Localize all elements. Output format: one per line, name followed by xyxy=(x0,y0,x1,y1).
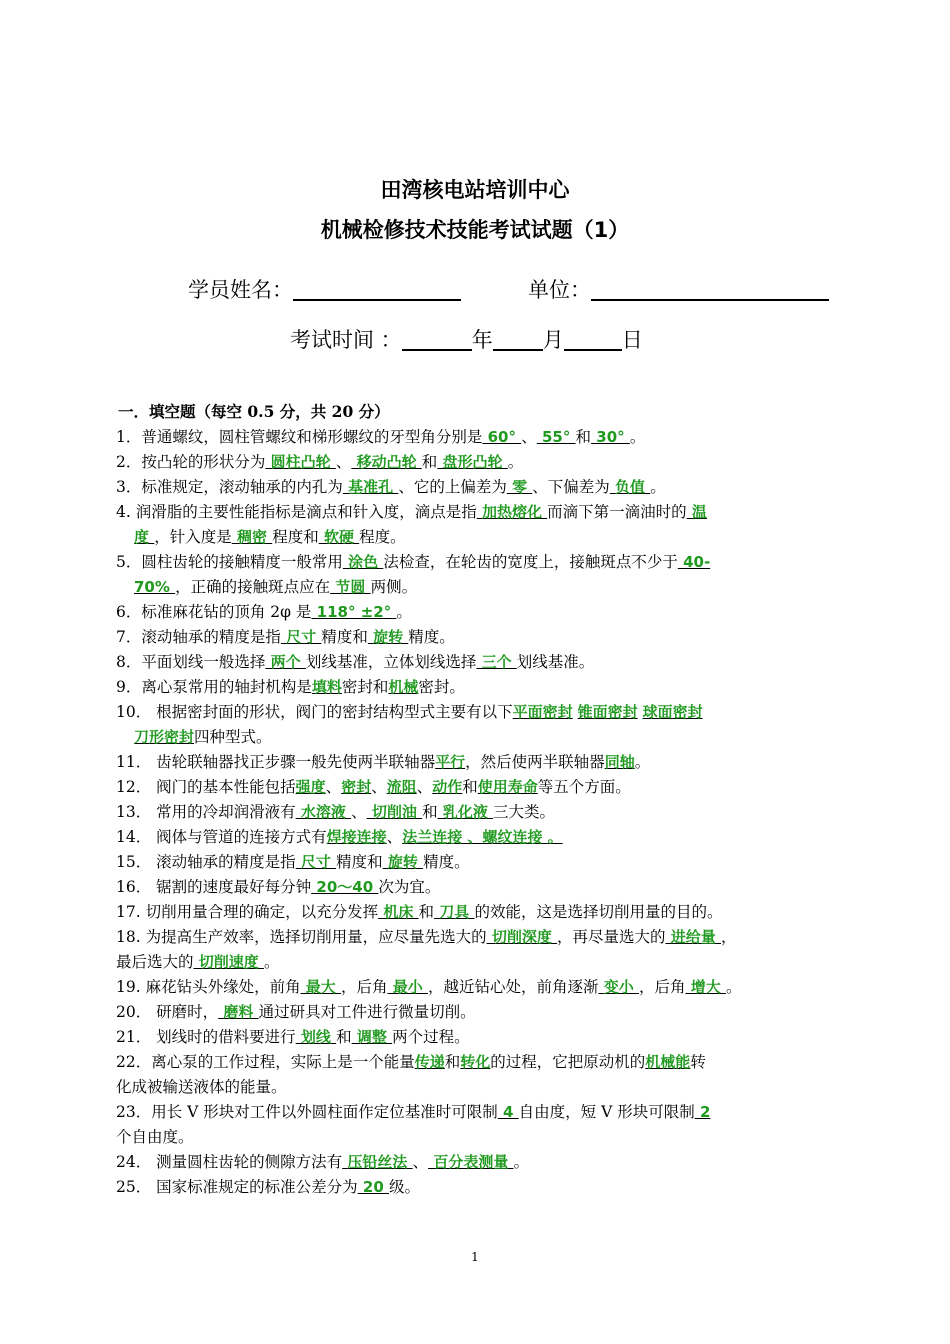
answer: 刀形密封 xyxy=(134,728,195,746)
answer: 增大 xyxy=(685,978,726,996)
answer: 切削深度 xyxy=(486,928,558,946)
answer: 基准孔 xyxy=(342,478,399,496)
answer: 水溶液 xyxy=(295,803,352,821)
answer: 动作 xyxy=(432,778,463,796)
unit-blank[interactable] xyxy=(591,277,829,301)
question-24: 24． 测量圆柱齿轮的侧隙方法有 压铅丝法 、 百分表测量 。 xyxy=(116,1153,530,1171)
question-4: 4. 润滑脂的主要性能指标是滴点和针入度，滴点是指 加热熔化 而滴下第一滴油时的 温 度 ，针入度是 稠密 程度和 软硬 程度。 xyxy=(116,503,707,546)
answer: 70% xyxy=(134,578,176,596)
student-name-label: 学员姓名： xyxy=(188,278,293,302)
answer: 圆柱凸轮 xyxy=(265,453,336,471)
question-23: 23．用长 V 形块对工件以外圆柱面作定位基准时可限制 4 自由度，短 V 形块可限制 2 个自由度。 xyxy=(116,1103,711,1146)
exam-date-label: 考试时间 ： xyxy=(290,328,402,352)
day-blank[interactable] xyxy=(564,327,622,351)
answer: 温 xyxy=(686,503,707,521)
question-12: 12． 阀门的基本性能包括强度、密封、流阻、动作和使用寿命等五个方面。 xyxy=(116,778,631,796)
answer: 旋转 xyxy=(367,628,409,646)
student-name-blank[interactable] xyxy=(293,277,461,301)
answer: 两个 xyxy=(265,653,306,671)
year-label: 年 xyxy=(471,328,493,352)
answer: 转化 xyxy=(460,1053,491,1071)
question-18: 18. 为提高生产效率，选择切削用量，应尽量先选大的 切削深度 ，再尽量选大的 进给量 ， 最后选大的 切削速度 。 xyxy=(116,928,737,971)
question-10: 10． 根据密封面的形状，阀门的密封结构型式主要有以下平面密封 锥面密封 球面密封 刀形密封四种型式。 xyxy=(116,703,703,746)
answer: 加热熔化 xyxy=(476,503,548,521)
page-number: 1 xyxy=(471,1250,479,1264)
answer: 三个 xyxy=(476,653,517,671)
answer: 55° xyxy=(536,428,576,446)
question-17: 17. 切削用量合理的确定，以充分发挥 机床 和 刀具 的效能，这是选择切削用量的目的。 xyxy=(116,903,723,921)
answer: 密封 xyxy=(341,778,372,796)
question-14: 14． 阀体与管道的连接方式有焊接连接、法兰连接 、螺纹连接 。 xyxy=(116,828,563,846)
answer: 60° xyxy=(482,428,522,446)
question-19: 19. 麻花钻头外缘处，前角 最大 ，后角 最小 ，越近钻心处，前角逐渐 变小 ，后角 增大 。 xyxy=(116,978,742,996)
answer: 刀具 xyxy=(434,903,475,921)
answer: 30° xyxy=(591,428,630,446)
question-20: 20． 研磨时， 磨料 通过研具对工件进行微量切削。 xyxy=(116,1003,476,1021)
answer: 平面密封 xyxy=(512,703,573,721)
answer: 软硬 xyxy=(318,528,360,546)
month-label: 月 xyxy=(542,328,564,352)
question-6: 6．标准麻花钻的顶角 2φ 是 118° ±2° 。 xyxy=(116,603,412,621)
question-11: 11． 齿轮联轴器找正步骤一般先使两半联轴器平行，然后使两半联轴器同轴。 xyxy=(116,753,651,771)
question-3: 3．标准规定，滚动轴承的内孔为 基准孔 、它的上偏差为 零 、下偏差为 负值 。 xyxy=(116,478,666,496)
answer: 最小 xyxy=(387,978,428,996)
answer: 流阻 xyxy=(386,778,417,796)
answer: 压铅丝法 xyxy=(342,1153,413,1171)
month-blank[interactable] xyxy=(493,327,543,351)
exam-date-line xyxy=(290,324,643,354)
student-name-line xyxy=(188,274,461,304)
question-21: 21． 划线时的借料要进行 划线 和 调整 两个过程。 xyxy=(116,1028,470,1046)
answer: 焊接连接 xyxy=(326,828,387,846)
question-7: 7．滚动轴承的精度是指 尺寸 精度和 旋转 精度。 xyxy=(116,628,455,646)
question-5: 5．圆柱齿轮的接触精度一般常用 涂色 法检查，在轮齿的宽度上，接触斑点不少于 40- 70% ，正确的接触斑点应在 节圆 两侧。 xyxy=(116,553,711,596)
answer: 4 xyxy=(497,1103,519,1121)
organization-title: 田湾核电站培训中心 xyxy=(380,178,570,202)
question-13: 13． 常用的冷却润滑液有 水溶液 、 切削油 和 乳化液 三大类。 xyxy=(116,803,556,821)
answer: 磨料 xyxy=(218,1003,259,1021)
answer: 涂色 xyxy=(342,553,384,571)
answer: 节圆 xyxy=(330,578,371,596)
answer: 同轴 xyxy=(604,753,635,771)
answer: 负值 xyxy=(609,478,651,496)
answer: 切削油 xyxy=(366,803,423,821)
answer: 盘形凸轮 xyxy=(437,453,508,471)
answer: 118° ±2° xyxy=(311,603,397,621)
answer: 零 xyxy=(506,478,533,496)
answer: 球面密封 xyxy=(642,703,703,721)
question-8: 8．平面划线一般选择 两个 划线基准，立体划线选择 三个 划线基准。 xyxy=(116,653,595,671)
answer: 20 xyxy=(357,1178,389,1196)
year-blank[interactable] xyxy=(402,327,472,351)
answer: 尺寸 xyxy=(295,853,337,871)
answer: 2 xyxy=(694,1103,711,1121)
answer: 40- xyxy=(677,553,711,571)
question-16: 16． 锯割的速度最好每分钟 20～40 次为宜。 xyxy=(116,878,441,896)
answer: 平行 xyxy=(435,753,466,771)
answer: 填料 xyxy=(311,678,342,696)
question-1: 1．普通螺纹，圆柱管螺纹和梯形螺纹的牙型角分别是 60° 、 55° 和 30° 。 xyxy=(116,428,646,446)
answer: 乳化液 xyxy=(437,803,494,821)
answer: 切削速度 xyxy=(193,953,264,971)
answer: 最大 xyxy=(300,978,342,996)
answer: 进给量 xyxy=(665,928,722,946)
question-2: 2．按凸轮的形状分为 圆柱凸轮 、 移动凸轮 和 盘形凸轮 。 xyxy=(116,453,524,471)
answer: 传递 xyxy=(414,1053,445,1071)
answer: 移动凸轮 xyxy=(351,453,422,471)
answer: 稠密 xyxy=(231,528,273,546)
section-heading: 一．填空题（每空 0.5 分，共 20 分） xyxy=(118,402,390,421)
answer: 调整 xyxy=(351,1028,393,1046)
answer: 机械能 xyxy=(645,1053,691,1071)
answer: 旋转 xyxy=(382,853,424,871)
answer: 机床 xyxy=(378,903,419,921)
unit-line xyxy=(528,274,829,304)
answer: 百分表测量 xyxy=(428,1153,514,1171)
answer: 20～40 xyxy=(311,878,379,896)
question-9: 9．离心泵常用的轴封机构是填料密封和机械密封。 xyxy=(116,678,465,696)
answer: 机械 xyxy=(388,678,419,696)
answer: 锥面密封 xyxy=(577,703,638,721)
answer: 使用寿命 xyxy=(477,778,538,796)
unit-label: 单位： xyxy=(528,278,591,302)
question-25: 25． 国家标准规定的标准公差分为 20 级。 xyxy=(116,1178,420,1196)
day-label: 日 xyxy=(621,328,643,352)
answer: 强度 xyxy=(295,778,326,796)
answer: 法兰连接 xyxy=(402,828,468,846)
question-22: 22．离心泵的工作过程，实际上是一个能量传递和转化的过程，它把原动机的机械能转 化成被输送液体的能量。 xyxy=(116,1053,706,1096)
exam-title: 机械检修技术技能考试试题（1） xyxy=(320,218,630,242)
answer: 划线 xyxy=(295,1028,337,1046)
answer: 变小 xyxy=(598,978,639,996)
answer: 螺纹连接 xyxy=(482,828,548,846)
question-15: 15． 滚动轴承的精度是指 尺寸 精度和 旋转 精度。 xyxy=(116,853,470,871)
answer: 尺寸 xyxy=(280,628,322,646)
answer: 度 xyxy=(134,528,155,546)
